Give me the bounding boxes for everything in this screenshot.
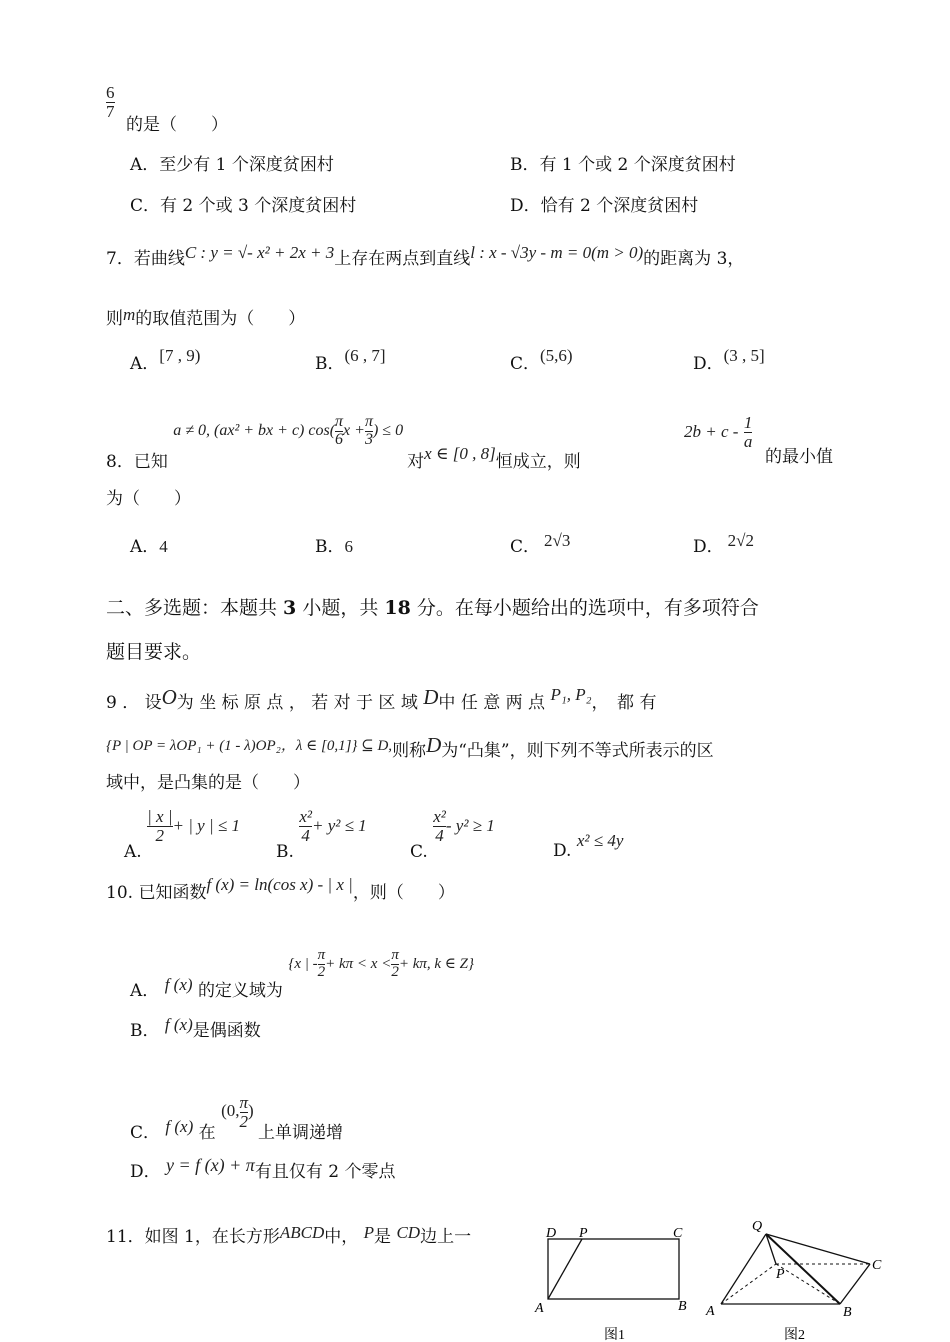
fig1-label-c: C bbox=[673, 1226, 683, 1241]
q10-option-d bbox=[130, 1155, 396, 1183]
fig2-label-a: A bbox=[706, 1304, 715, 1319]
q10-a-set-a: {x | - bbox=[288, 955, 318, 972]
q8-option-a bbox=[130, 536, 168, 558]
q11-mid: 中， bbox=[324, 1227, 359, 1247]
q9-optB-tail: + y² ≤ 1 bbox=[311, 815, 367, 835]
section2-text-a: 二、多选题：本题共 bbox=[106, 597, 284, 619]
q10-c-pi-num: π bbox=[239, 1093, 249, 1112]
option-label: D． bbox=[130, 1162, 161, 1182]
q10-c-interval bbox=[221, 1093, 258, 1131]
q9-text-d: ， 都 有 bbox=[591, 693, 657, 713]
q8-pi2-den: 3 bbox=[364, 430, 373, 448]
q8-stem-line2: 为（ ） bbox=[106, 489, 191, 509]
q11-P: P bbox=[363, 1223, 375, 1242]
fig2-edge-ap bbox=[721, 1264, 776, 1304]
q7-stem-line2 bbox=[106, 305, 306, 330]
q11-stem bbox=[106, 1223, 472, 1248]
q9-optA-frac bbox=[147, 808, 172, 845]
q8-stem bbox=[106, 413, 581, 472]
option-value: (5,6) bbox=[540, 346, 573, 365]
q9-then: 则称 bbox=[392, 741, 427, 761]
q9-D: D bbox=[423, 685, 439, 709]
q9-optB-den: 4 bbox=[301, 825, 310, 845]
fig2-label-c: C bbox=[872, 1258, 882, 1273]
fig2-edge-bc bbox=[840, 1264, 870, 1304]
q8-cond-b: x + bbox=[343, 421, 365, 439]
q7-option-a bbox=[130, 346, 201, 375]
q9-set: {P | OP = λOP₁ + (1 - λ)OP₂，λ ∈ [0,1]} ⊆ D, bbox=[106, 738, 393, 754]
q9-optB-frac bbox=[299, 808, 312, 845]
q10-c-int-a: (0, bbox=[221, 1101, 240, 1121]
fig2-edge-qa bbox=[721, 1234, 766, 1304]
fig2-label-q: Q bbox=[752, 1219, 763, 1234]
q9-stem-line3: 域中，是凸集的是（ ） bbox=[106, 773, 310, 793]
q9-optA-num: | x | bbox=[147, 807, 173, 826]
fig1-label-p: P bbox=[579, 1226, 588, 1241]
option-label: A． bbox=[130, 354, 160, 374]
q10-b-text: 是偶函数 bbox=[192, 1021, 261, 1041]
q10-c-text1: 在 bbox=[198, 1123, 216, 1144]
q10-a-f: f (x) bbox=[164, 974, 193, 994]
q6-option-d bbox=[510, 195, 698, 217]
q7-range-ask: 的取值范围为（ ） bbox=[135, 309, 306, 329]
option-text: 有 2 个或 3 个深度贫困村 bbox=[160, 196, 357, 216]
option-value: 2√2 bbox=[727, 531, 754, 550]
section2-text-b: 小题，共 bbox=[296, 597, 385, 619]
fig1-rectangle bbox=[548, 1239, 679, 1299]
option-label: C． bbox=[130, 1123, 161, 1144]
option-label: D. bbox=[553, 841, 572, 861]
section2-heading-line2: 题目要求。 bbox=[106, 641, 202, 663]
option-value: (3 , 5] bbox=[723, 346, 765, 365]
q11-mid2: 是 bbox=[374, 1227, 392, 1247]
fig1-label-b: B bbox=[678, 1299, 687, 1314]
fig2-edge-pb bbox=[776, 1264, 840, 1304]
q7-stem bbox=[106, 243, 745, 270]
q9-O: O bbox=[161, 685, 177, 709]
q9-points: P₁, P₂ bbox=[550, 685, 592, 704]
q9-option-b bbox=[276, 807, 367, 862]
q7-prefix: 7．若曲线 bbox=[106, 249, 185, 269]
q9-optD: x² ≤ 4y bbox=[576, 831, 624, 850]
q8-condition bbox=[173, 413, 407, 448]
q9-optC-frac bbox=[433, 808, 446, 845]
q10-c-pi-den: 2 bbox=[239, 1111, 249, 1131]
q10-option-b bbox=[130, 1015, 261, 1042]
q6-option-c bbox=[130, 195, 356, 217]
q8-prefix: 8．已知 bbox=[106, 451, 168, 472]
option-value: (6 , 7] bbox=[344, 346, 386, 365]
section2-score: 18 bbox=[384, 597, 411, 619]
q7-suffix: 的距离为 3， bbox=[643, 249, 745, 269]
q10-a-pi2-num: π bbox=[391, 947, 399, 963]
q9-text-a: 9 ． 设 bbox=[106, 693, 162, 713]
q10-a-pi-den: 2 bbox=[317, 963, 326, 980]
q6-frac-den: 7 bbox=[106, 101, 115, 121]
q9-stem bbox=[106, 685, 657, 715]
q8-expr-num: 1 bbox=[743, 413, 753, 432]
q11-figure-1 bbox=[532, 1218, 702, 1342]
q10-a-set bbox=[288, 947, 475, 980]
q8-mid1: 对 bbox=[407, 451, 425, 472]
q9-option-a bbox=[124, 807, 240, 862]
fig1-label-d: D bbox=[546, 1226, 557, 1241]
q8-pi2-num: π bbox=[364, 413, 373, 430]
option-text: 恰有 2 个深度贫困村 bbox=[540, 196, 699, 216]
q9-option-d bbox=[553, 830, 624, 861]
q6-frac-num: 6 bbox=[106, 83, 115, 102]
q8-cond-a: a ≠ 0, (ax² + bx + c) cos( bbox=[173, 421, 336, 439]
q7-line: l : x - √3y - m = 0(m > 0) bbox=[470, 243, 644, 262]
option-label: B. bbox=[276, 841, 294, 862]
option-label: C. bbox=[410, 841, 428, 862]
q8-domain: x ∈ [0 , 8] bbox=[424, 443, 496, 463]
q8-option-c bbox=[510, 531, 571, 558]
section2-heading bbox=[106, 596, 759, 621]
q8-expr-den: a bbox=[743, 431, 753, 451]
option-label: A． bbox=[130, 537, 160, 557]
q6-option-b bbox=[510, 154, 736, 176]
q6-tail: 的是（ ） bbox=[126, 115, 228, 135]
q10-a-pi-num: π bbox=[317, 947, 326, 963]
q10-func: f (x) = ln(cos x) - | x | bbox=[206, 875, 353, 894]
q9-option-c bbox=[410, 807, 495, 862]
option-label: C． bbox=[510, 537, 541, 557]
q7-then: 则 bbox=[106, 309, 123, 329]
fig2-label-p: P bbox=[776, 1267, 785, 1282]
option-label: A． bbox=[130, 980, 160, 1001]
option-label: D． bbox=[693, 537, 724, 557]
fig1-segment-ap bbox=[548, 1239, 582, 1299]
q7-mid: 上存在两点到直线 bbox=[334, 249, 471, 269]
q10-d-f: y = f (x) + π bbox=[166, 1155, 255, 1175]
q11-prefix: 11．如图 1，在长方形 bbox=[106, 1227, 280, 1247]
q8-pi1-den: 6 bbox=[335, 430, 344, 448]
q9-D2: D bbox=[426, 733, 442, 757]
q11-suffix: 边上一 bbox=[420, 1227, 472, 1247]
q9-optC-tail: - y² ≥ 1 bbox=[445, 815, 495, 835]
option-label: A. bbox=[124, 841, 142, 862]
q9-optC-num: x² bbox=[433, 807, 446, 826]
option-label: B． bbox=[510, 155, 540, 175]
q11-CD: CD bbox=[396, 1223, 421, 1242]
q8-expr-a: 2b + c - bbox=[684, 421, 739, 441]
q10-option-a bbox=[130, 947, 475, 1001]
q8-expression bbox=[684, 414, 752, 451]
q10-b-f: f (x) bbox=[164, 1015, 193, 1034]
option-text: 至少有 1 个深度贫困村 bbox=[159, 155, 334, 175]
q9-optA-den: 2 bbox=[155, 825, 165, 845]
q8-cond-c: ) ≤ 0 bbox=[372, 421, 404, 439]
q10-a-text: 的定义域为 bbox=[197, 980, 283, 1001]
q8-option-d bbox=[693, 531, 754, 558]
q10-suffix: ，则（ ） bbox=[352, 883, 455, 903]
q8-option-b bbox=[315, 536, 353, 558]
q9-text-b: 为 坐 标 原 点 ， 若 对 于 区 域 bbox=[176, 693, 418, 713]
q8-pi1-num: π bbox=[335, 413, 344, 430]
q10-c-text2: 上单调递增 bbox=[257, 1123, 343, 1144]
fig2-caption: 图2 bbox=[784, 1328, 805, 1342]
q9-text-c: 中 任 意 两 点 bbox=[438, 693, 546, 713]
q9-optC-den: 4 bbox=[435, 825, 444, 845]
option-label: D． bbox=[510, 196, 541, 216]
q10-a-set-c: + kπ, k ∈ Z} bbox=[398, 955, 475, 972]
option-value: [7 , 9) bbox=[159, 346, 201, 365]
q8-suffix: 的最小值 bbox=[765, 447, 833, 467]
section2-count: 3 bbox=[283, 597, 297, 619]
q7-option-b bbox=[315, 346, 386, 375]
q7-option-d bbox=[693, 346, 765, 375]
q7-option-c bbox=[510, 346, 573, 375]
option-label: B． bbox=[315, 354, 345, 374]
q10-option-c bbox=[130, 1093, 343, 1144]
option-label: C． bbox=[510, 354, 541, 374]
q6-option-a bbox=[130, 154, 334, 176]
q8-mid2: 恒成立，则 bbox=[495, 451, 581, 472]
fig1-caption: 图1 bbox=[604, 1328, 625, 1342]
q9-optA-tail: + | y | ≤ 1 bbox=[172, 815, 240, 835]
q10-prefix: 10. 已知函数 bbox=[106, 883, 207, 903]
fig1-label-a: A bbox=[535, 1301, 544, 1316]
option-label: D． bbox=[693, 354, 724, 374]
section2-text-c: 分。在每小题给出的选项中，有多项符合 bbox=[410, 597, 759, 619]
q10-a-pi2-den: 2 bbox=[391, 963, 399, 980]
option-value: 2√3 bbox=[544, 531, 571, 550]
q11-rect: ABCD bbox=[279, 1223, 325, 1242]
q10-a-set-b: + kπ < x < bbox=[325, 955, 392, 972]
fig2-label-b: B bbox=[843, 1305, 852, 1320]
option-value: 4 bbox=[159, 537, 168, 556]
q11-figure-2 bbox=[704, 1212, 892, 1342]
q7-m: m bbox=[123, 305, 136, 324]
option-label: A． bbox=[130, 155, 160, 175]
q10-c-int-b: ) bbox=[248, 1101, 254, 1121]
option-value: 6 bbox=[344, 537, 353, 556]
option-label: B． bbox=[130, 1021, 160, 1041]
option-label: B． bbox=[315, 537, 345, 557]
q9-text-e: 为“凸集”，则下列不等式所表示的区 bbox=[441, 741, 714, 761]
q9-optB-num: x² bbox=[299, 807, 312, 826]
q9-set-line bbox=[106, 733, 714, 763]
option-text: 有 1 个或 2 个深度贫困村 bbox=[539, 155, 736, 175]
q7-curve: C : y = √- x² + 2x + 3 bbox=[184, 243, 335, 262]
q10-d-text: 有且仅有 2 个零点 bbox=[254, 1162, 396, 1182]
q10-c-f: f (x) bbox=[165, 1117, 194, 1137]
q10-stem bbox=[106, 875, 455, 904]
option-label: C． bbox=[130, 196, 161, 216]
q6-fraction bbox=[106, 84, 115, 121]
